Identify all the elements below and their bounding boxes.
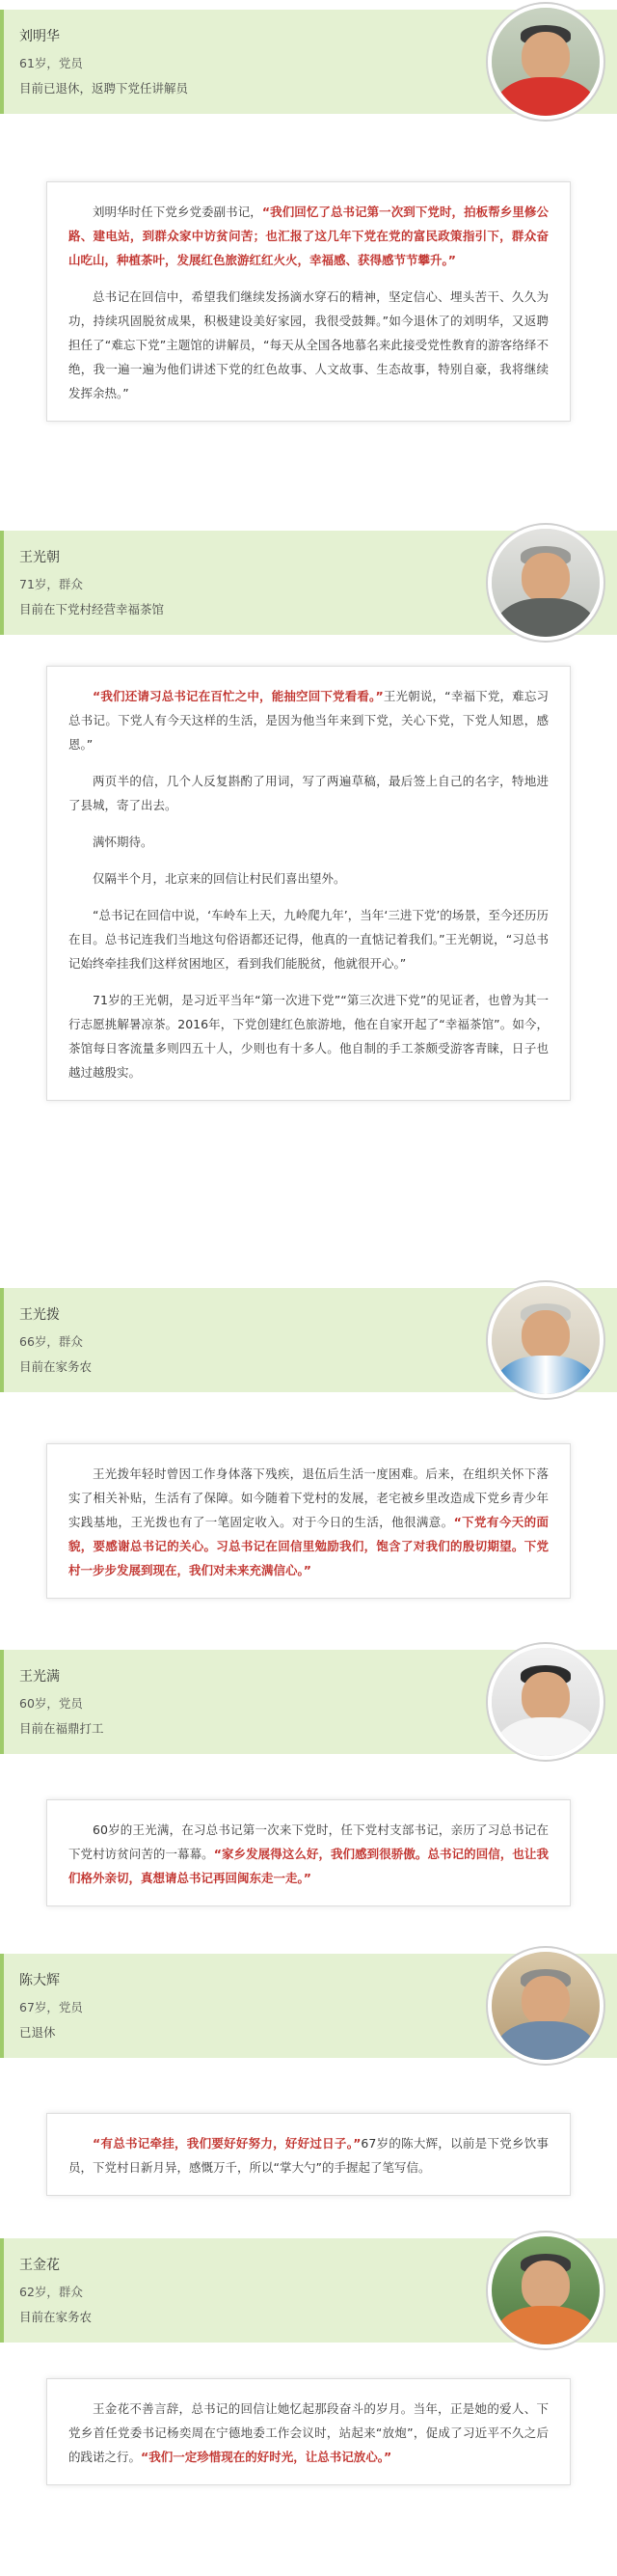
- person-status: 目前在家务农: [19, 1359, 93, 1374]
- person-age-affiliation: 60岁，党员: [19, 1696, 83, 1711]
- person-age-affiliation: 66岁，群众: [19, 1334, 83, 1349]
- highlighted-quote: “我们一定珍惜现在的好时光，让总书记放心。”: [141, 2450, 392, 2464]
- profile-info: [19, 1305, 463, 1377]
- person-age-affiliation: 62岁，群众: [19, 2285, 83, 2299]
- profile-header: [0, 1954, 617, 2058]
- person-name: 刘明华: [19, 29, 60, 44]
- paragraph-text: 满怀期待。: [93, 835, 153, 849]
- paragraph-text: 总书记在回信中，希望我们继续发扬滴水穿石的精神，坚定信心、埋头苦干、久久为功，持续巩固脱贫成果，积极建设美好家园，我很受鼓舞。”如今退休了的刘明华，又返聘担任了“难忘下党”主题馆的讲解员，“每天从全国各地慕名来此接受党性教育的游客络绎不绝，我一遍一遍为他们讲述下党的红色故事、人文故事、生态故事，特别自豪，我将继续发挥余热。”: [68, 289, 549, 400]
- profile-info: [19, 27, 463, 98]
- story-paragraph: [68, 2131, 549, 2179]
- story-paragraph: [68, 866, 549, 891]
- person-status: 目前在福鼎打工: [19, 1721, 104, 1736]
- profile-info: [19, 2256, 463, 2327]
- story-card: [46, 1799, 571, 1906]
- paragraph-text: 60岁的王光满，在习总书记第一次来下党时，任下党村支部书记，亲历了习总书记在下党村访贫问苦的一幕幕。: [68, 1822, 549, 1861]
- profile-header: [0, 2238, 617, 2343]
- highlighted-quote: “有总书记牵挂，我们要好好努力，好好过日子。”: [93, 2136, 362, 2151]
- portrait-elderly-woman-outdoor-icon: [488, 2233, 604, 2348]
- paragraph-text: 王光拨年轻时曾因工作身体落下残疾，退伍后生活一度困难。后来，在组织关怀下落实了相关补贴，生活有了保障。如今随着下党村的发展，老宅被乡里改造成下党乡青少年实践基地，王光拨也有了一笔固定收入。对于今日的生活，他很满意。: [68, 1466, 549, 1529]
- person-name: 王光满: [19, 1669, 60, 1685]
- person-status: 目前在下党村经营幸福茶馆: [19, 602, 165, 617]
- person-age-affiliation: 67岁，党员: [19, 2000, 83, 2014]
- portrait-man-white-shirt-icon: [488, 1644, 604, 1760]
- story-card: [46, 1443, 571, 1599]
- person-status: 目前在家务农: [19, 2310, 93, 2324]
- paragraph-text: 67岁的陈大辉，以前是下党乡饮事员，下党村日新月异，感慨万千，所以“掌大勺”的手握起了笔写信。: [68, 2136, 549, 2175]
- story-paragraph: [68, 684, 549, 756]
- person-status: 已退休: [19, 2025, 56, 2040]
- person-name: 王光朝: [19, 550, 60, 565]
- story-paragraph: [68, 830, 549, 854]
- person-name: 王光拨: [19, 1307, 60, 1323]
- profile-info: [19, 1667, 463, 1739]
- person-status: 目前已退休，返聘下党任讲解员: [19, 81, 189, 96]
- portrait-elderly-man-grey-icon: [488, 525, 604, 641]
- story-card: [46, 181, 571, 422]
- story-paragraph: [68, 1818, 549, 1890]
- person-age-affiliation: 61岁，党员: [19, 56, 83, 70]
- story-paragraph: [68, 903, 549, 975]
- profile-header: [0, 1650, 617, 1754]
- portrait-man-red-shirt-icon: [488, 4, 604, 120]
- paragraph-text: 王金花不善言辞，总书记的回信让她忆起那段奋斗的岁月。当年，正是她的爱人、下党乡首任党委书记杨奕周在宁德地委工作会议时，站起来“放炮”，促成了习近平不久之后的践诺之行。: [68, 2401, 549, 2464]
- paragraph-text: 刘明华时任下党乡党委副书记，: [93, 205, 262, 219]
- portrait-elderly-man-glasses-icon: [488, 1948, 604, 2064]
- story-card: [46, 666, 571, 1101]
- person-age-affiliation: 71岁，群众: [19, 577, 83, 591]
- story-paragraph: [68, 769, 549, 817]
- story-paragraph: [68, 988, 549, 1084]
- highlighted-quote: “我们还请习总书记在百忙之中，能抽空回下党看看。”: [93, 689, 384, 703]
- profile-header: [0, 10, 617, 114]
- person-name: 陈大辉: [19, 1973, 60, 1988]
- story-paragraph: [68, 200, 549, 272]
- person-name: 王金花: [19, 2258, 60, 2273]
- paragraph-text: “总书记在回信中说，‘车岭车上天，九岭爬九年’，当年‘三进下党’的场景，至今还历历在目。总书记连我们当地这句俗语都还记得，他真的一直惦记着我们。”王光朝说，“习总书记始终牵挂我们这样贫困地区，看到我们能脱贫，他就很开心。”: [68, 908, 549, 971]
- portrait-elderly-man-polo-icon: [488, 1282, 604, 1398]
- paragraph-text: 两页半的信，几个人反复斟酌了用词，写了两遍草稿，最后签上自己的名字，特地进了县城，寄了出去。: [68, 774, 549, 812]
- profile-header: [0, 531, 617, 635]
- story-paragraph: [68, 2397, 549, 2469]
- paragraph-text: 71岁的王光朝，是习近平当年“第一次进下党”“第三次进下党”的见证者，也曾为其一行志愿挑解暑凉茶。2016年，下党创建红色旅游地，他在自家开起了“幸福茶馆”。如今，茶馆每日客流量多则四五十人，少则也有十多人。他自制的手工茶颇受游客青睐，日子也越过越殷实。: [68, 993, 549, 1080]
- profile-info: [19, 1971, 463, 2042]
- story-paragraph: [68, 1462, 549, 1582]
- paragraph-text: 王光朝说，“幸福下党，难忘习总书记。下党人有今天这样的生活，是因为他当年来到下党，关心下党，下党人知恩，感恩。”: [68, 689, 549, 752]
- story-card: [46, 2378, 571, 2485]
- profile-info: [19, 548, 463, 619]
- story-card: [46, 2113, 571, 2196]
- story-paragraph: [68, 285, 549, 405]
- highlighted-quote: “我们回忆了总书记第一次到下党时，拍板帮乡里修公路、建电站，到群众家中访贫问苦；也汇报了这几年下党在党的富民政策指引下，群众奋山吃山，种植茶叶，发展红色旅游红红火火，幸福感、获得感节节攀升。”: [68, 205, 549, 267]
- paragraph-text: 仅隔半个月，北京来的回信让村民们喜出望外。: [93, 871, 346, 886]
- profile-header: [0, 1288, 617, 1392]
- highlighted-quote: “家乡发展得这么好，我们感到很骄傲。总书记的回信，也让我们格外亲切，真想请总书记再回闽东走一走。”: [68, 1847, 549, 1885]
- highlighted-quote: “下党有今天的面貌，要感谢总书记的关心。习总书记在回信里勉励我们，饱含了对我们的殷切期望。下党村一步步发展到现在，我们对未来充满信心。”: [68, 1515, 549, 1577]
